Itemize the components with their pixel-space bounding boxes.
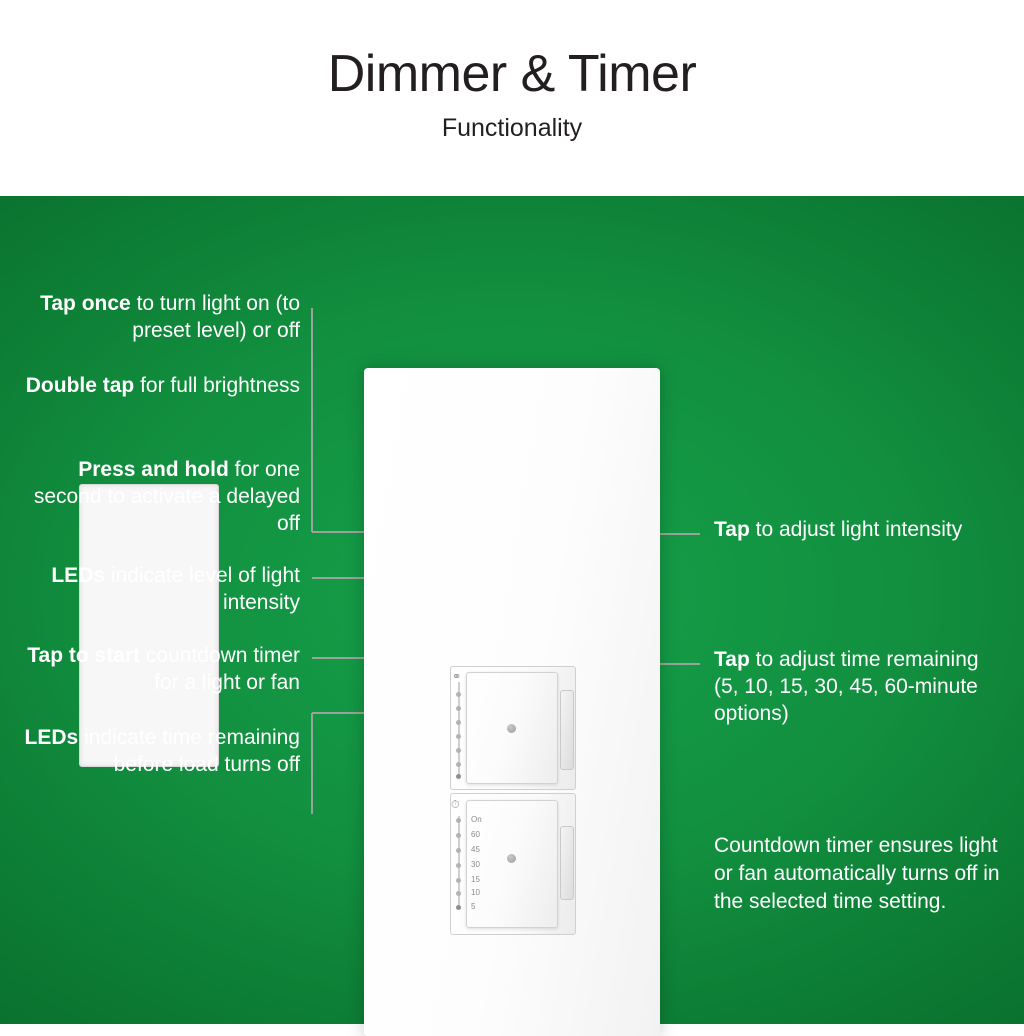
callout-leds-time-remaining-bold: LEDs bbox=[24, 726, 79, 749]
countdown-note: Countdown timer ensures light or fan automatically turns off in the selected time setting. bbox=[714, 834, 1000, 913]
timer-led bbox=[456, 833, 461, 838]
callout-tap-adjust-intensity-text: to adjust light intensity bbox=[749, 518, 963, 541]
callout-tap-to-start-bold: Tap to start bbox=[27, 644, 141, 667]
timer-scale-label: 10 bbox=[471, 888, 480, 897]
timer-scale-label: On bbox=[471, 815, 482, 824]
timer-led bbox=[456, 891, 461, 896]
timer-rocker[interactable] bbox=[560, 826, 574, 900]
callout-press-and-hold-bold: Press and hold bbox=[78, 458, 229, 481]
callout-tap-adjust-time-bold: Tap bbox=[714, 648, 750, 671]
callout-tap-once bbox=[20, 290, 300, 344]
callout-tap-once-text: to turn light on (to preset level) or off bbox=[130, 292, 300, 342]
dimmer-tap-dot bbox=[507, 724, 516, 733]
dimmer-led-active bbox=[456, 774, 461, 779]
callout-press-and-hold-text: for one second to activate a delayed off bbox=[33, 458, 300, 535]
callout-tap-adjust-intensity bbox=[714, 516, 1004, 543]
callout-leds-light-level bbox=[20, 562, 300, 616]
callout-leds-light-level-bold: LEDs bbox=[51, 564, 106, 587]
callout-tap-to-start-text: countdown timer for a light or fan bbox=[140, 644, 300, 694]
timer-tap-dot bbox=[507, 854, 516, 863]
page-title: Dimmer & Timer bbox=[327, 45, 697, 103]
callout-tap-to-start bbox=[20, 642, 300, 696]
callout-double-tap-text: for full brightness bbox=[134, 374, 300, 397]
dimmer-led bbox=[456, 748, 461, 753]
timer-scale-label: 45 bbox=[471, 845, 480, 854]
callout-tap-adjust-time bbox=[714, 646, 1004, 727]
timer-scale-label: 30 bbox=[471, 860, 480, 869]
timer-scale-label: 5 bbox=[471, 902, 476, 911]
callout-leds-light-level-text: indicate level of light intensity bbox=[105, 564, 300, 614]
dimmer-rocker[interactable] bbox=[560, 690, 574, 770]
bulb-icon: ⚭ bbox=[452, 671, 462, 683]
timer-scale-label: 15 bbox=[471, 875, 480, 884]
timer-led bbox=[456, 848, 461, 853]
timer-scale-label: 60 bbox=[471, 830, 480, 839]
timer-led bbox=[456, 863, 461, 868]
diagram-panel bbox=[0, 196, 1024, 1024]
header bbox=[0, 0, 1024, 196]
callout-tap-adjust-time-text: to adjust time remaining (5, 10, 15, 30, 45, 60-minute options) bbox=[714, 648, 979, 725]
clock-icon: ⏱ bbox=[451, 799, 460, 811]
dimmer-led bbox=[456, 706, 461, 711]
callout-leds-time-remaining-text: indicate time remaining before load turns off bbox=[78, 726, 300, 776]
page-subtitle: Functionality bbox=[441, 114, 583, 142]
callout-press-and-hold bbox=[20, 456, 300, 537]
callout-tap-once-bold: Tap once bbox=[40, 292, 131, 315]
dimmer-led bbox=[456, 762, 461, 767]
callout-double-tap bbox=[20, 372, 300, 399]
callout-tap-adjust-intensity-bold: Tap bbox=[714, 518, 750, 541]
dimmer-led bbox=[456, 734, 461, 739]
callout-double-tap-bold: Double tap bbox=[25, 374, 135, 397]
callout-leds-time-remaining bbox=[20, 724, 300, 778]
timer-led-active bbox=[456, 905, 461, 910]
dimmer-led bbox=[456, 692, 461, 697]
timer-led bbox=[456, 818, 461, 823]
timer-led bbox=[456, 878, 461, 883]
dimmer-led bbox=[456, 720, 461, 725]
